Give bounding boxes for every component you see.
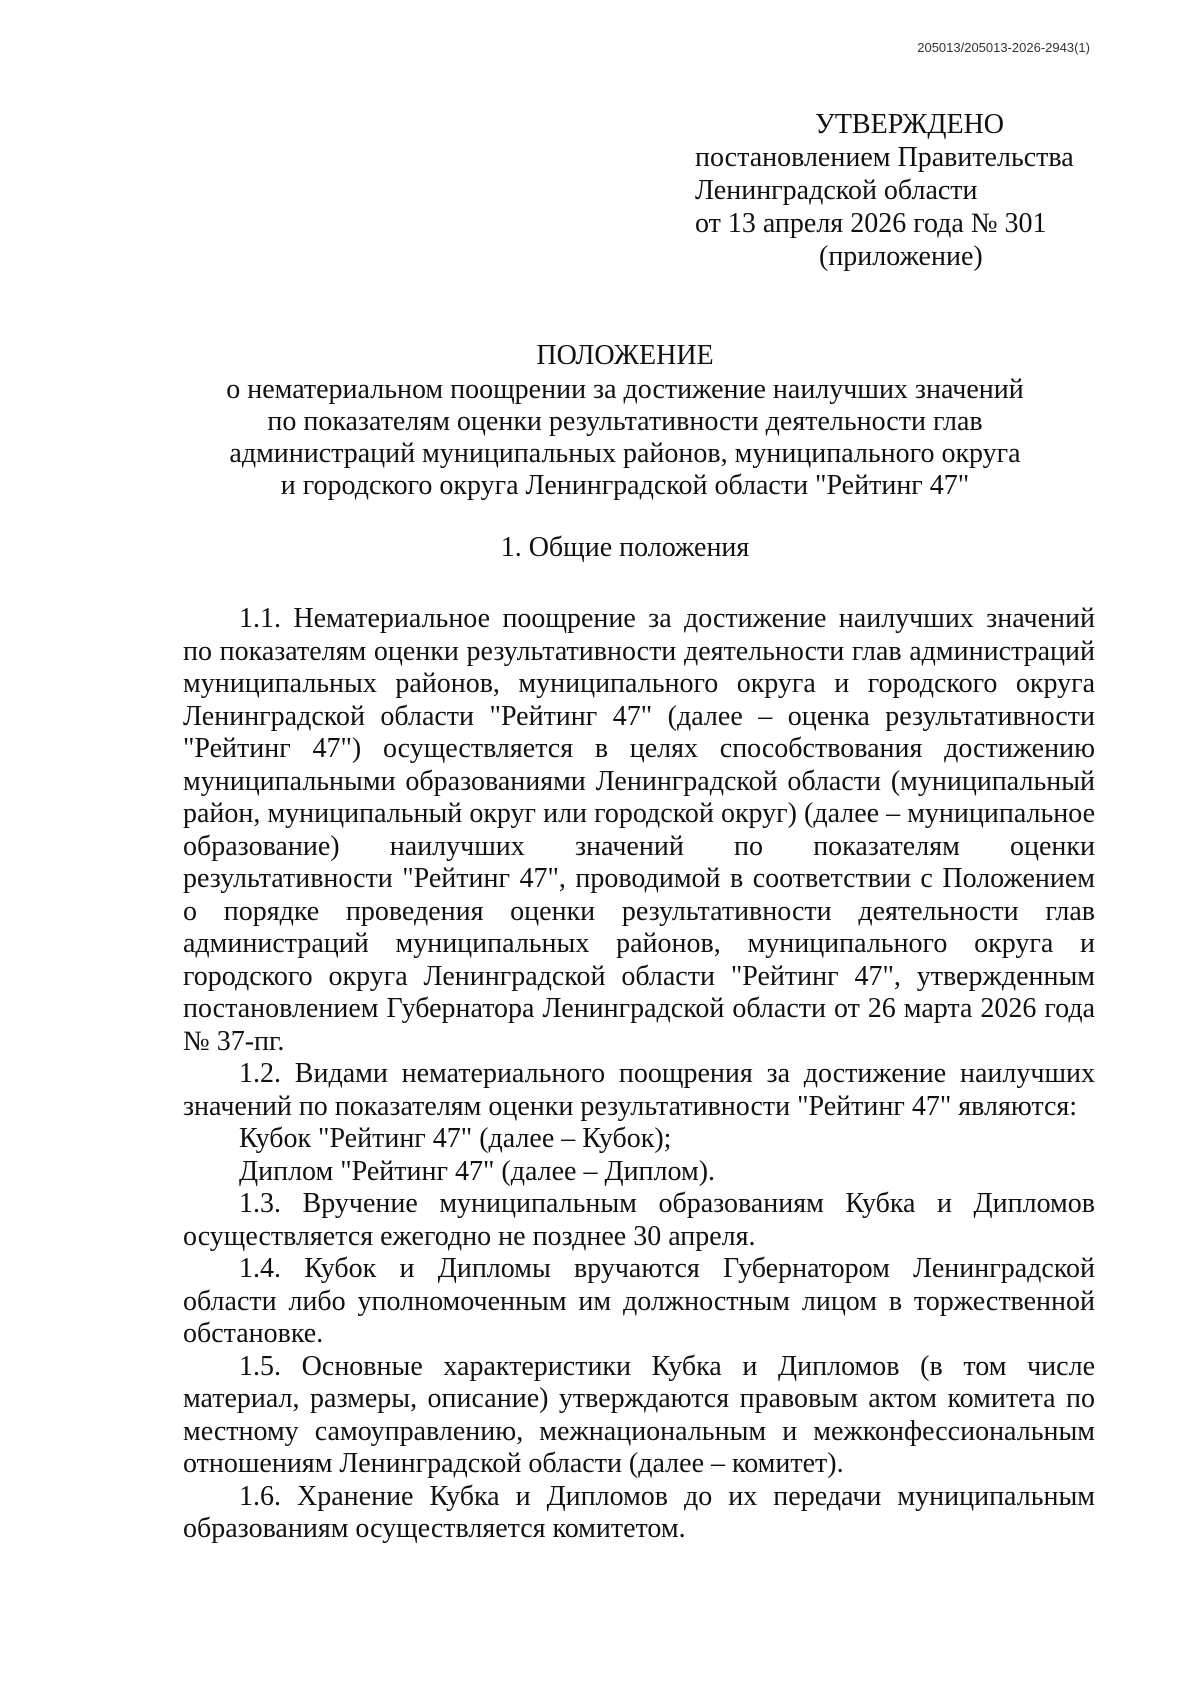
- paragraph-1-1: 1.1. Нематериальное поощрение за достижение наилучших значений по показателям оценки результативности деятельности глав администраций муниципальных районов, муниципального округа и городского округа Ленинградской области "Рейтинг 47" (далее – оценка результативности "Рейтинг 47") осуществляется в целях способствования достижению муниципальными образованиями Ленинградской области (муниципальный район, муниципальный округ или городской округ) (далее – муниципальное образование) наилучших значений по показателям оценки результативности "Рейтинг 47", проводимой в соответствии с Положением о порядке проведения оценки результативности деятельности глав администраций муниципальных районов, муниципального округа и городского округа Ленинградской области "Рейтинг 47", утвержденным постановлением Губернатора Ленинградской области от 26 марта 2026 года № 37-пг.: [183, 603, 1095, 1057]
- title-line-3: администраций муниципальных районов, муниципального округа: [229, 438, 1021, 469]
- paragraph-1-3: 1.3. Вручение муниципальным образованиям Кубка и Дипломов осуществляется ежегодно не позднее 30 апреля.: [183, 1188, 1095, 1252]
- document-id: 205013/205013-2026-2943(1): [917, 40, 1090, 55]
- approval-line-2: Ленинградской области: [695, 175, 978, 206]
- list-item-cup: Кубок "Рейтинг 47" (далее – Кубок);: [239, 1123, 672, 1154]
- paragraph-1-2: 1.2. Видами нематериального поощрения за достижение наилучших значений по показателям оценки результативности "Рейтинг 47" являются:: [183, 1058, 1095, 1122]
- approval-block: [695, 108, 1075, 273]
- title-line-2: по показателям оценки результативности деятельности глав: [267, 406, 983, 437]
- section-body: [183, 603, 1095, 1546]
- list-item-diploma: Диплом "Рейтинг 47" (далее – Диплом).: [239, 1155, 716, 1187]
- document-title: [160, 340, 1090, 502]
- title-line-1: о нематериальном поощрении за достижение наилучших значений: [226, 374, 1024, 405]
- title-line-4: и городского округа Ленинградской области "Рейтинг 47": [280, 470, 970, 501]
- approval-line-3: от 13 апреля 2026 года № 301: [695, 208, 1047, 239]
- paragraph-1-4: 1.4. Кубок и Дипломы вручаются Губернатором Ленинградской области либо уполномоченным им должностным лицом в торжественной обстановке.: [183, 1253, 1095, 1349]
- section-heading: 1. Общие положения: [500, 532, 750, 563]
- approval-annex: (приложение): [819, 241, 983, 272]
- paragraph-1-5: 1.5. Основные характеристики Кубка и Дипломов (в том числе материал, размеры, описание) утверждаются правовым актом комитета по местному самоуправлению, межнациональным и межконфессиональным отношениям Ленинградской области (далее – комитет).: [183, 1350, 1095, 1479]
- title-main: ПОЛОЖЕНИЕ: [536, 340, 714, 371]
- paragraph-1-6: 1.6. Хранение Кубка и Дипломов до их передачи муниципальным образованиям осуществляется комитетом.: [183, 1480, 1095, 1544]
- approval-stamp: УТВЕРЖДЕНО: [815, 109, 1005, 140]
- approval-line-1: постановлением Правительства: [695, 142, 1074, 173]
